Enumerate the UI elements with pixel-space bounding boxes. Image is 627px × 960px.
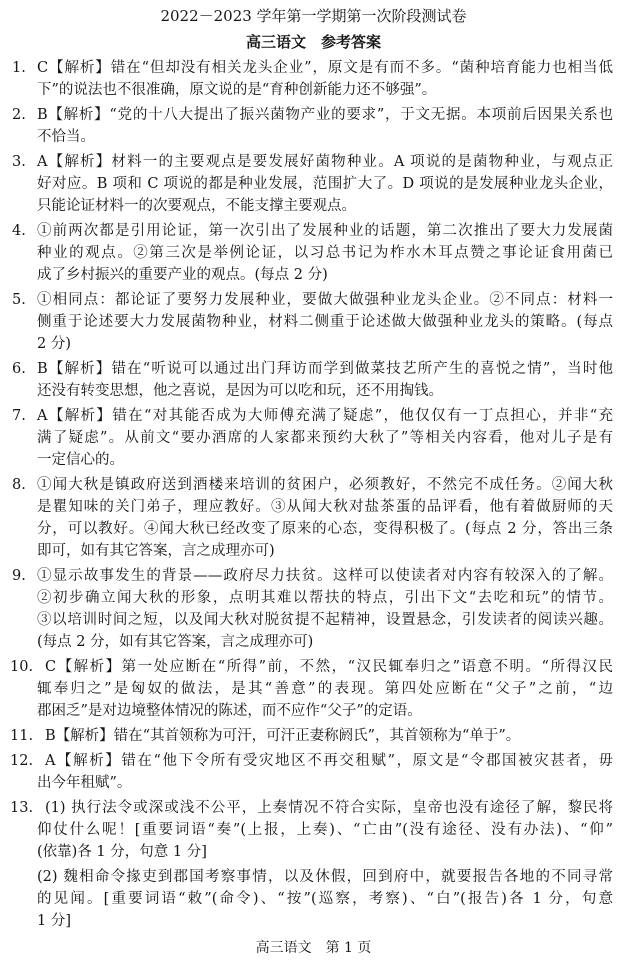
exam-title: 2022－2023 学年第一学期第一次阶段测试卷 <box>160 7 467 25</box>
answer-line: A【解析】错在“对其能否成为大师傅充满了疑虑”，他仅仅有一丁点担心，并非“充 <box>37 408 613 424</box>
item-number: 7. <box>12 408 26 424</box>
answer-item-10 <box>0 656 627 722</box>
answer-paragraph <box>37 656 613 722</box>
answer-item-11 <box>0 725 627 747</box>
answer-line: ②初步确立闻大秋的形象，点明其难以帮扶的特点，引出下文“去吃和玩”的情节。 <box>37 590 613 606</box>
answer-line: 还没有转变思想，他之喜说，是因为可以吃和玩，还不用掏钱。 <box>37 383 443 399</box>
answer-line: 好对应。B 项和 C 项说的都是种业发展，范围扩大了。D 项说的是发展种业龙头企业， <box>37 176 613 192</box>
answer-paragraph <box>37 358 613 402</box>
item-number: 4. <box>12 223 26 239</box>
answer-line: ①前两次都是引用论证，第一次引出了发展种业的话题，第二次推出了要大力发展菌 <box>37 223 613 239</box>
answer-item-13 <box>0 797 627 932</box>
answer-line: 是瞿知味的关门弟子，理应教好。③从闻大秋对盐茶蛋的品评看，他有着做厨师的天 <box>37 499 613 515</box>
answer-list <box>0 54 627 932</box>
answer-line: 辄奉归之”是匈奴的做法，是其“善意”的表现。第四处应断在“父子”之前，“边 <box>37 681 613 697</box>
answer-line: 侧重于论述要大力发展菌物种业，材料二侧重于论述做大做强种业龙头的策略。(每点 <box>37 314 613 330</box>
item-number: 12. <box>10 753 34 769</box>
answer-paragraph <box>37 405 613 471</box>
answer-paragraph <box>37 866 613 932</box>
answer-line: ①显示故事发生的背景——政府尽力扶贫。这样可以使读者对内容有较深入的了解。 <box>37 568 613 584</box>
item-number: 10. <box>10 659 34 675</box>
answer-item-3 <box>0 151 627 217</box>
answer-line: 一定信心的。 <box>37 452 124 468</box>
answer-paragraph <box>37 797 613 863</box>
item-number: 5. <box>12 292 26 308</box>
answer-key-subtitle: 高三语文 参考答案 <box>245 33 381 51</box>
answer-paragraph <box>37 289 613 355</box>
item-number: 3. <box>12 154 26 170</box>
answer-line: ③以培训时间之短，以及闻大秋对脱贫提不起精神，设置悬念，引发读者的阅读兴趣。 <box>37 612 613 628</box>
item-number: 11. <box>10 728 34 744</box>
answer-line: 仰仗什么呢！[重要词语“奏”(上报，上奏)、“亡由”(没有途径、没有办法)、“仰” <box>37 822 613 838</box>
answer-item-12 <box>0 750 627 794</box>
answer-paragraph <box>37 57 613 101</box>
item-number: 2. <box>12 107 26 123</box>
answer-line: 郡困乏”是对边境整体情况的陈述，而不应作“父子”的定语。 <box>37 703 422 719</box>
item-number: 1. <box>12 60 26 76</box>
answer-line: (依靠)各 1 分，句意 1 分] <box>37 844 207 860</box>
item-number: 8. <box>12 477 26 493</box>
answer-line: 种业的观点。②第三次是举例论证，以习总书记为柞水木耳点赞之事论证食用菌已 <box>37 245 613 261</box>
answer-line: A【解析】材料一的主要观点是要发展好菌物种业。A 项说的是菌物种业，与观点正 <box>37 154 613 170</box>
answer-line: 分，可以教好。④闻大秋已经改变了原来的心态，变得积极了。(每点 2 分，答出三条 <box>37 521 613 537</box>
item-number: 6. <box>12 361 26 377</box>
answer-line: 的见闻。[重要词语“敕”(命令)、“按”(巡察，考察)、“白”(报告)各 1 分，句意 <box>37 891 613 907</box>
answer-line: (2) 魏相命令掾吏到郡国考察事情，以及休假，回到府中，就要报告各地的不同寻常 <box>37 869 613 885</box>
answer-item-8 <box>0 474 627 562</box>
answer-item-4 <box>0 220 627 286</box>
answer-line: 2 分) <box>37 336 71 352</box>
answer-line: ①闻大秋是镇政府送到酒楼来培训的贫困户，必须教好，不然完不成任务。②闻大秋 <box>37 477 613 493</box>
answer-item-7 <box>0 405 627 471</box>
answer-line: ①相同点：都论证了要努力发展种业，要做大做强种业龙头企业。②不同点：材料一 <box>37 292 613 308</box>
answer-line: 出今年租赋”。 <box>37 775 132 791</box>
answer-line: C【解析】第一处应断在“所得”前，不然，“汉民辄奉归之”语意不明。“所得汉民 <box>45 659 613 675</box>
answer-paragraph <box>37 725 613 747</box>
answer-line: B【解析】错在“其首领称为可汗，可汗正妻称阏氏”，其首领称为“单于”。 <box>45 728 521 744</box>
answer-item-6 <box>0 358 627 402</box>
answer-line: 下”的说法也不很准确，原文说的是“育种创新能力还不够强”。 <box>37 82 437 98</box>
answer-line: 1 分] <box>37 913 71 929</box>
answer-line: (每点 2 分，如有其它答案，言之成理亦可) <box>37 634 314 650</box>
item-number: 13. <box>10 800 34 816</box>
answer-paragraph <box>37 151 613 217</box>
answer-line: 不恰当。 <box>37 129 95 145</box>
answer-paragraph <box>37 104 613 148</box>
answer-line: C【解析】错在“但却没有相关龙头企业”，原文是有而不多。“菌种培育能力也相当低 <box>37 60 613 76</box>
answer-line: (1) 执行法令或深或浅不公平，上奏情况不符合实际，皇帝也没有途径了解，黎民将 <box>45 800 613 816</box>
answer-paragraph <box>37 750 613 794</box>
answer-line: B【解析】“党的十八大提出了振兴菌物产业的要求”，于文无据。本项前后因果关系也 <box>37 107 613 123</box>
answer-line: A【解析】错在“他下令所有受灾地区不再交租赋”，原文是“令郡国被灾甚者，毋 <box>45 753 613 769</box>
item-number: 9. <box>12 568 26 584</box>
answer-paragraph <box>37 565 613 653</box>
answer-line: 只能论证材料一的次要观点，不能支撑主要观点。 <box>37 198 356 214</box>
answer-paragraph <box>37 474 613 562</box>
answer-item-5 <box>0 289 627 355</box>
answer-item-9 <box>0 565 627 653</box>
answer-item-2 <box>0 104 627 148</box>
answer-item-1 <box>0 57 627 101</box>
answer-paragraph <box>37 220 613 286</box>
answer-line: B【解析】错在“听说可以通过出门拜访而学到做菜技艺所产生的喜悦之情”，当时他 <box>37 361 613 377</box>
answer-line: 即可，如有其它答案，言之成理亦可) <box>37 543 275 559</box>
page-footer: 高三语文 第 1 页 <box>255 940 372 956</box>
answer-line: 满了疑虑”。从前文“要办酒席的人家都来预约大秋了”等相关内容看，他对儿子是有 <box>37 430 613 446</box>
answer-line: 成了乡村振兴的重要产业的观点。(每点 2 分) <box>37 267 328 283</box>
